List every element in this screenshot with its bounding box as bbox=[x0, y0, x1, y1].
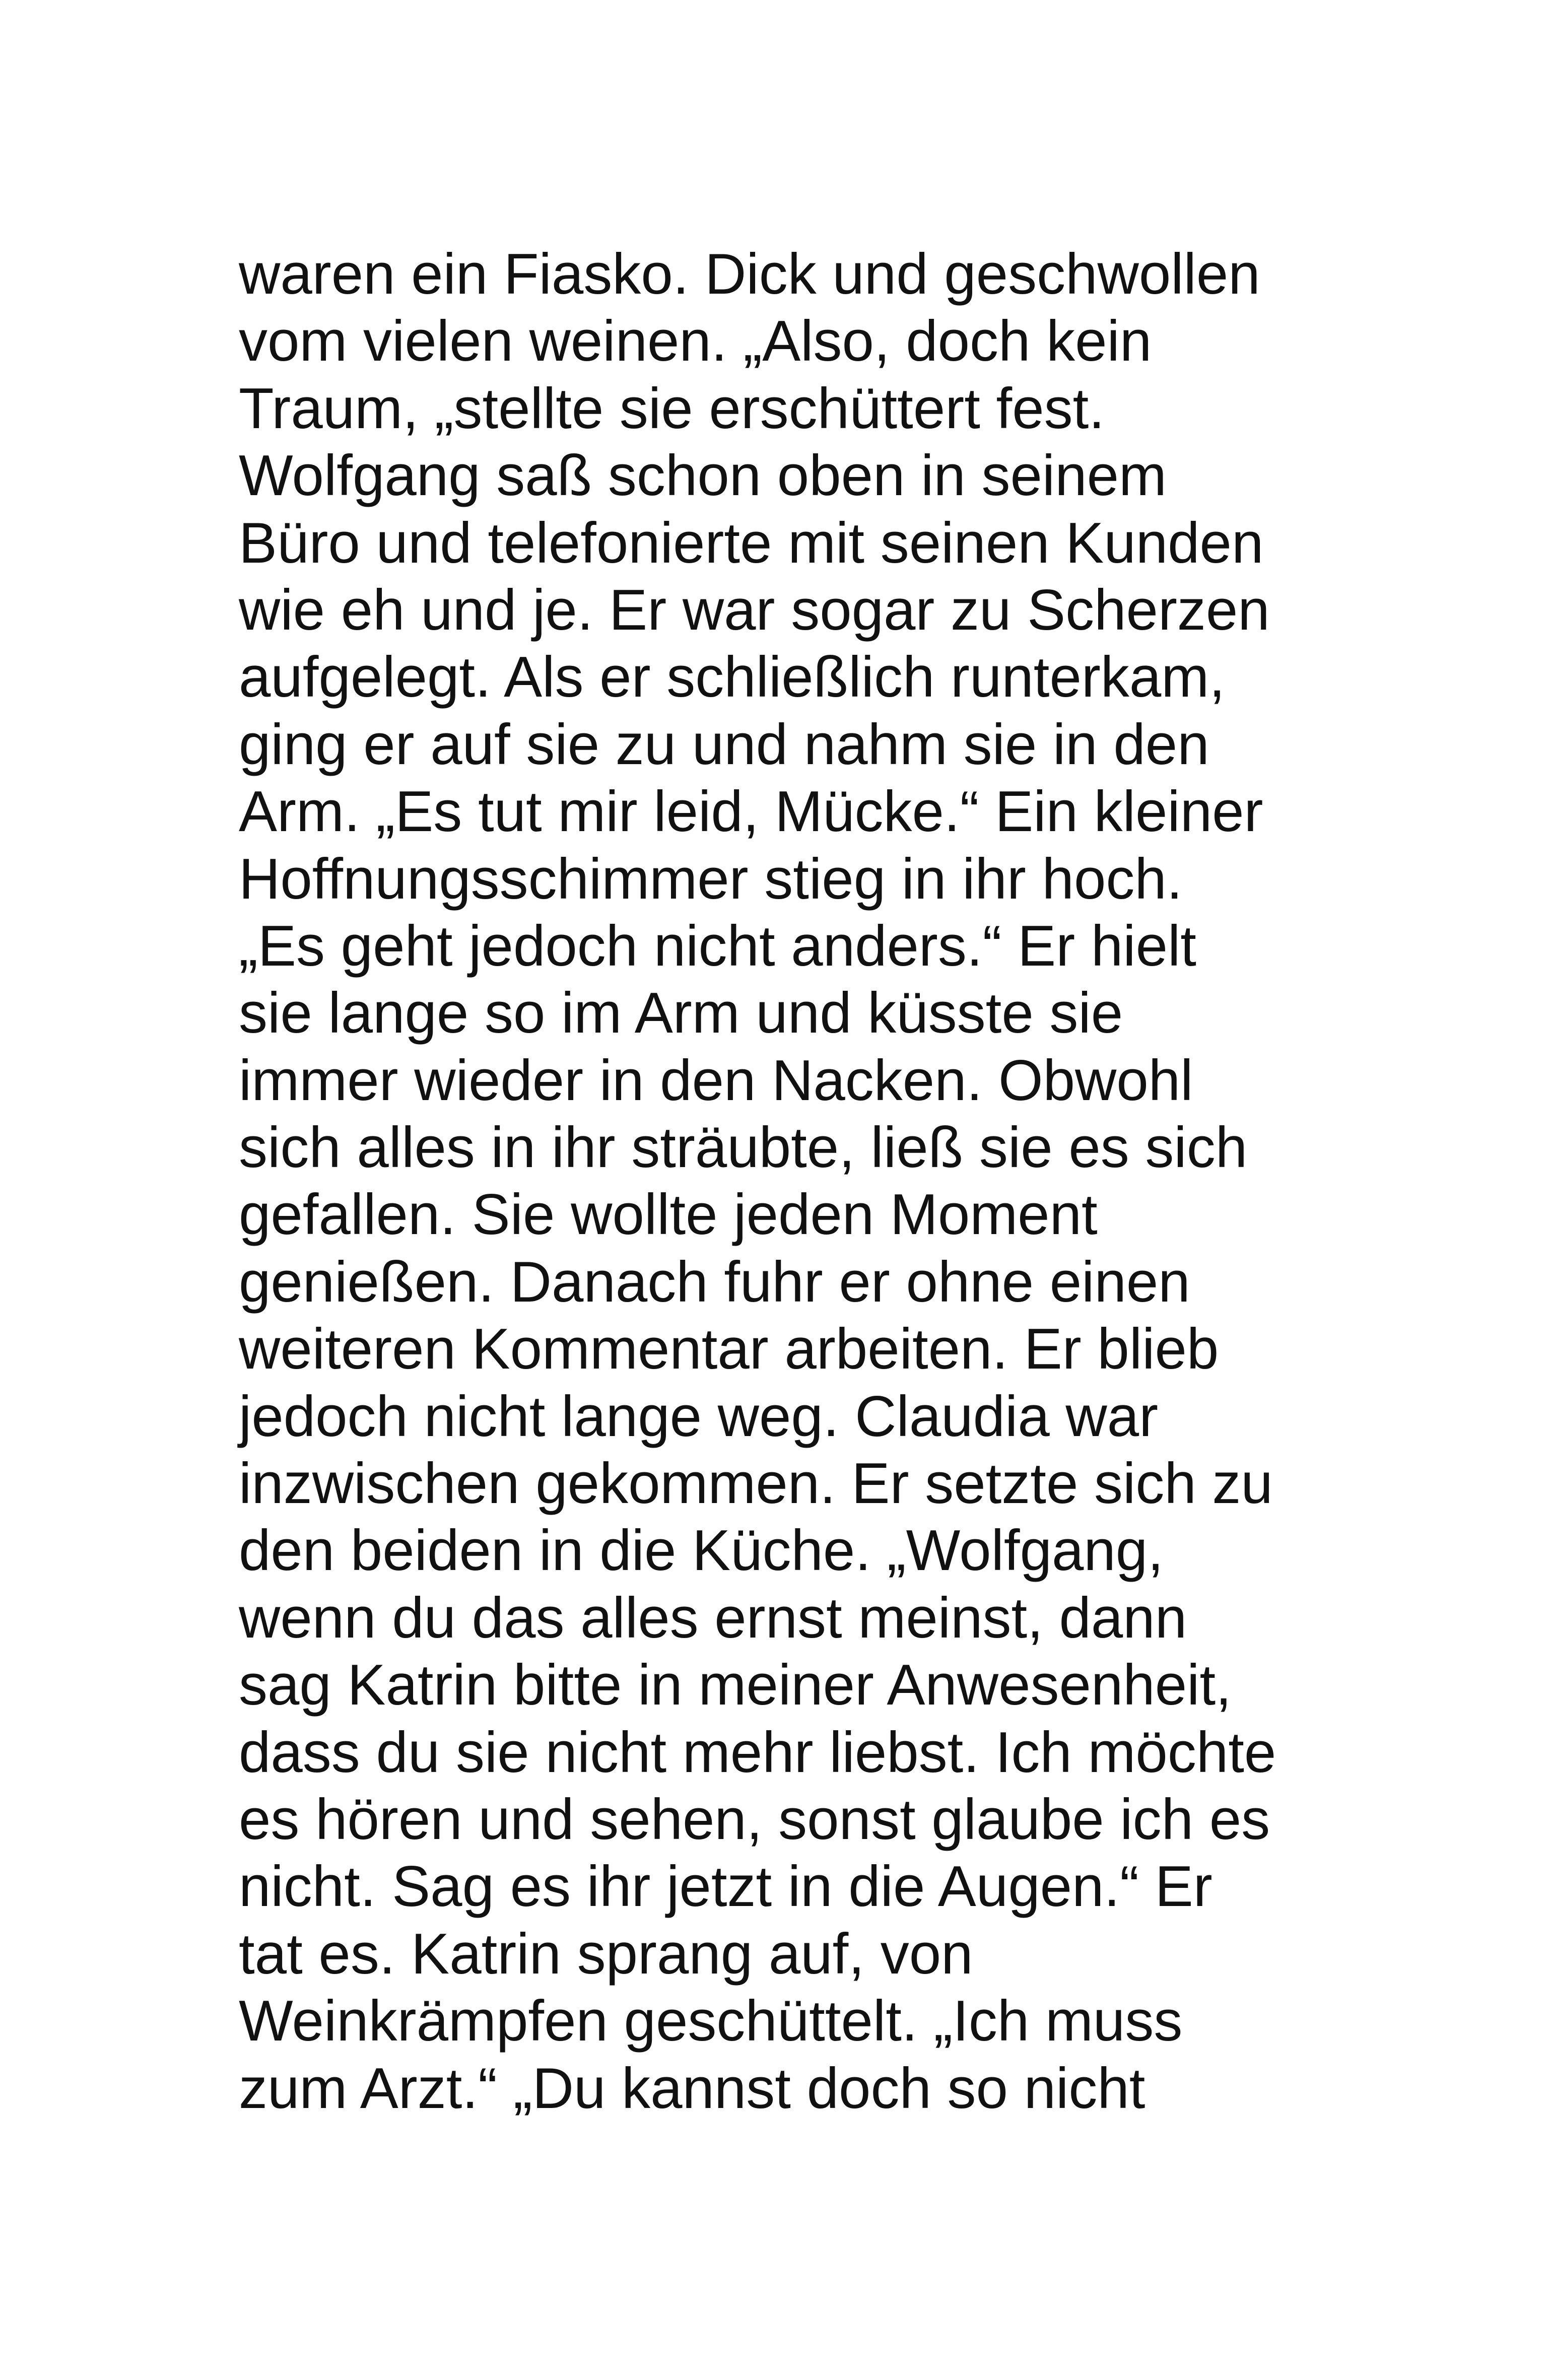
text-line-24: es hören und sehen, sonst glaube ich es bbox=[239, 1787, 1270, 1852]
body-text bbox=[239, 241, 1347, 2122]
text-line-2: vom vielen weinen. „Also, doch kein bbox=[239, 309, 1152, 374]
text-line-21: wenn du das alles ernst meinst, dann bbox=[239, 1586, 1187, 1650]
text-line-28: zum Arzt.“ „Du kannst doch so nicht bbox=[239, 2056, 1146, 2121]
text-line-22: sag Katrin bitte in meiner Anwesenheit, bbox=[239, 1653, 1232, 1718]
text-line-11: „Es geht jedoch nicht anders.“ Er hielt bbox=[239, 914, 1196, 978]
text-line-19: inzwischen gekommen. Er setzte sich zu bbox=[239, 1452, 1273, 1516]
text-line-18: jedoch nicht lange weg. Claudia war bbox=[239, 1384, 1159, 1449]
text-line-13: immer wieder in den Nacken. Obwohl bbox=[239, 1048, 1193, 1113]
text-line-12: sie lange so im Arm und küsste sie bbox=[239, 981, 1123, 1046]
text-line-14: sich alles in ihr sträubte, ließ sie es sich bbox=[239, 1116, 1248, 1180]
text-line-4: Wolfgang saß schon oben in seinem bbox=[239, 444, 1167, 508]
text-line-20: den beiden in die Küche. „Wolfgang, bbox=[239, 1519, 1164, 1583]
text-line-7: aufgelegt. Als er schließlich runterkam, bbox=[239, 645, 1225, 710]
text-line-3: Traum, „stellte sie erschüttert fest. bbox=[239, 376, 1105, 441]
text-line-16: genießen. Danach fuhr er ohne einen bbox=[239, 1250, 1190, 1314]
text-line-10: Hoffnungsschimmer stieg in ihr hoch. bbox=[239, 847, 1183, 911]
text-line-8: ging er auf sie zu und nahm sie in den bbox=[239, 712, 1209, 777]
text-line-6: wie eh und je. Er war sogar zu Scherzen bbox=[239, 578, 1270, 642]
text-line-23: dass du sie nicht mehr liebst. Ich möchte bbox=[239, 1720, 1276, 1785]
text-line-27: Weinkrämpfen geschüttelt. „Ich muss bbox=[239, 1989, 1183, 2054]
text-line-17: weiteren Kommentar arbeiten. Er blieb bbox=[239, 1317, 1219, 1382]
text-line-25: nicht. Sag es ihr jetzt in die Augen.“ Er bbox=[239, 1855, 1213, 1919]
text-line-1: waren ein Fiasko. Dick und geschwollen bbox=[239, 242, 1260, 306]
text-line-26: tat es. Katrin sprang auf, von bbox=[239, 1922, 973, 1986]
text-line-15: gefallen. Sie wollte jeden Moment bbox=[239, 1183, 1098, 1247]
text-line-5: Büro und telefonierte mit seinen Kunden bbox=[239, 511, 1264, 575]
text-line-9: Arm. „Es tut mir leid, Mücke.“ Ein kleiner bbox=[239, 780, 1263, 844]
